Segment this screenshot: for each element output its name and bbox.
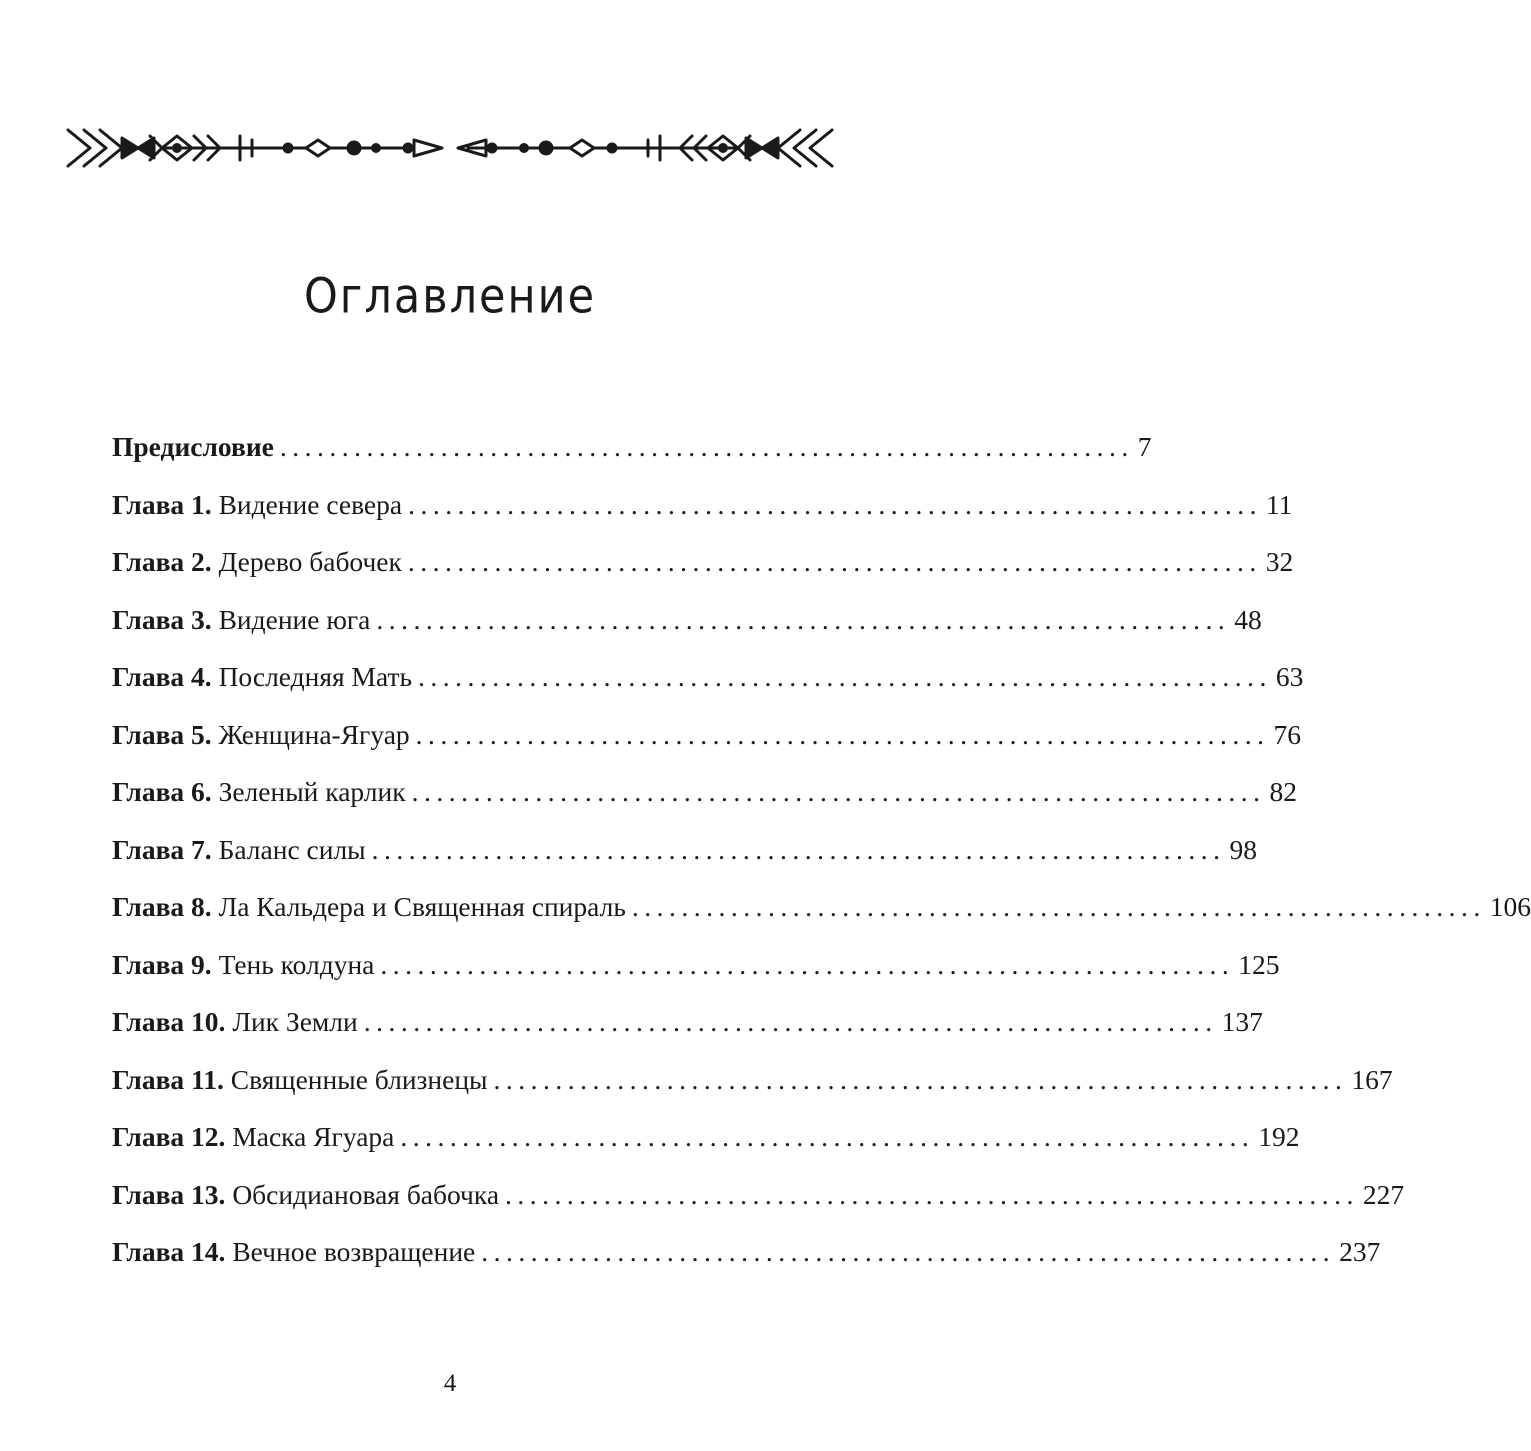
toc-entry-title: Последняя Мать <box>218 661 413 692</box>
toc-entry <box>112 821 1258 879</box>
toc-entry-label <box>112 1166 499 1224</box>
toc-entry-page: 167 <box>1351 1063 1393 1095</box>
toc-leader-dots: ..................................................................... <box>400 1121 1255 1152</box>
toc-entry <box>112 476 1293 534</box>
toc-entry-title: Маска Ягуара <box>232 1121 395 1152</box>
toc-leader-dots: ..................................................................... <box>415 718 1270 750</box>
toc-entry-prefix: Глава 5. <box>112 718 212 750</box>
toc-entry-page: 137 <box>1221 1006 1263 1037</box>
toc-entry-page: 82 <box>1269 776 1297 807</box>
toc-entry-label <box>112 1108 394 1166</box>
toc-entry-label <box>112 533 402 591</box>
toc-entry-title: Ла Кальдера и Священная спираль <box>218 891 626 922</box>
toc-entry <box>112 706 1302 764</box>
toc-leader-dots: ..................................................................... <box>408 488 1262 520</box>
toc-entry-prefix: Глава 4. <box>112 661 212 692</box>
toc-entry-label <box>112 476 402 534</box>
toc-entry <box>112 591 1262 649</box>
toc-entry-prefix: Глава 8. <box>112 891 212 922</box>
toc-leader-dots: ..................................................................... <box>376 603 1231 635</box>
toc-entry-label <box>112 821 366 879</box>
page-number: 4 <box>443 1370 457 1397</box>
toc-entry-page: 7 <box>1137 431 1152 462</box>
toc-entry-prefix: Предисловие <box>112 431 274 462</box>
toc-entry-label <box>112 591 370 649</box>
toc-entry-title: Священные близнецы <box>230 1063 488 1095</box>
toc-entry <box>112 878 1531 936</box>
toc-entry <box>112 1166 1405 1224</box>
toc-entry <box>112 993 1263 1051</box>
toc-entry-page: 11 <box>1265 488 1293 520</box>
toc-leader-dots: ..................................................................... <box>481 1236 1336 1267</box>
toc-leader-dots: ..................................................................... <box>371 833 1226 865</box>
toc-entry-label <box>112 763 406 821</box>
toc-entry-label <box>112 706 410 764</box>
toc-entry-title: Женщина-Ягуар <box>218 718 410 750</box>
toc-entry <box>112 1108 1300 1166</box>
toc-entry <box>112 1223 1381 1281</box>
toc-leader-dots: ..................................................................... <box>418 661 1272 692</box>
toc-entry-prefix: Глава 11. <box>112 1063 224 1095</box>
table-of-contents <box>112 418 1531 1281</box>
toc-entry-label <box>112 1223 475 1281</box>
toc-entry-page: 237 <box>1339 1236 1381 1267</box>
toc-entry-prefix: Глава 6. <box>112 776 212 807</box>
toc-entry-page: 63 <box>1275 661 1304 692</box>
toc-entry <box>112 418 1152 476</box>
toc-leader-dots: ..................................................................... <box>505 1178 1359 1210</box>
toc-leader-dots: ..................................................................... <box>279 431 1134 462</box>
toc-entry <box>112 1051 1393 1109</box>
toc-entry-page: 98 <box>1229 833 1258 865</box>
toc-entry-title: Тень колдуна <box>218 948 375 980</box>
toc-entry-label <box>112 418 274 476</box>
toc-entry-label <box>112 1051 488 1109</box>
toc-leader-dots: ..................................................................... <box>493 1063 1348 1095</box>
toc-leader-dots: ..................................................................... <box>407 546 1262 577</box>
toc-entry-prefix: Глава 3. <box>112 603 212 635</box>
toc-entry-page: 192 <box>1258 1121 1300 1152</box>
toc-entry-title: Лик Земли <box>232 1006 358 1037</box>
toc-leader-dots: ..................................................................... <box>411 776 1266 807</box>
toc-leader-dots: ..................................................................... <box>631 891 1486 922</box>
toc-leader-dots: ..................................................................... <box>380 948 1235 980</box>
toc-entry-title: Видение юга <box>218 603 371 635</box>
toc-entry-page: 125 <box>1238 948 1280 980</box>
toc-entry-page: 48 <box>1234 603 1262 635</box>
toc-entry <box>112 936 1280 994</box>
toc-entry-label <box>112 993 358 1051</box>
toc-entry-prefix: Глава 10. <box>112 1006 226 1037</box>
toc-entry-prefix: Глава 14. <box>112 1236 226 1267</box>
toc-entry-title: Видение севера <box>218 488 403 520</box>
toc-entry-label <box>112 936 374 994</box>
toc-entry-prefix: Глава 7. <box>112 833 212 865</box>
toc-entry-title: Дерево бабочек <box>218 546 402 577</box>
page-title: Оглавление <box>303 269 597 325</box>
toc-entry-page: 32 <box>1265 546 1294 577</box>
toc-entry-label <box>112 878 626 936</box>
toc-entry-prefix: Глава 9. <box>112 948 212 980</box>
toc-entry-page: 227 <box>1362 1178 1405 1210</box>
toc-entry-prefix: Глава 2. <box>112 546 212 577</box>
tribal-arrow-ornament-icon <box>64 122 836 174</box>
toc-entry-page: 106 <box>1489 891 1531 922</box>
toc-entry-label <box>112 648 412 706</box>
toc-entry-page: 76 <box>1273 718 1302 750</box>
toc-entry-prefix: Глава 13. <box>112 1178 226 1210</box>
toc-entry <box>112 648 1304 706</box>
toc-entry-title: Обсидиановая бабочка <box>232 1178 500 1210</box>
toc-entry-prefix: Глава 1. <box>112 488 212 520</box>
toc-leader-dots: ..................................................................... <box>363 1006 1218 1037</box>
toc-entry-title: Зеленый карлик <box>218 776 406 807</box>
toc-entry-title: Вечное возвращение <box>232 1236 476 1267</box>
toc-entry <box>112 533 1294 591</box>
toc-entry-prefix: Глава 12. <box>112 1121 226 1152</box>
toc-entry <box>112 763 1297 821</box>
toc-entry-title: Баланс силы <box>218 833 366 865</box>
